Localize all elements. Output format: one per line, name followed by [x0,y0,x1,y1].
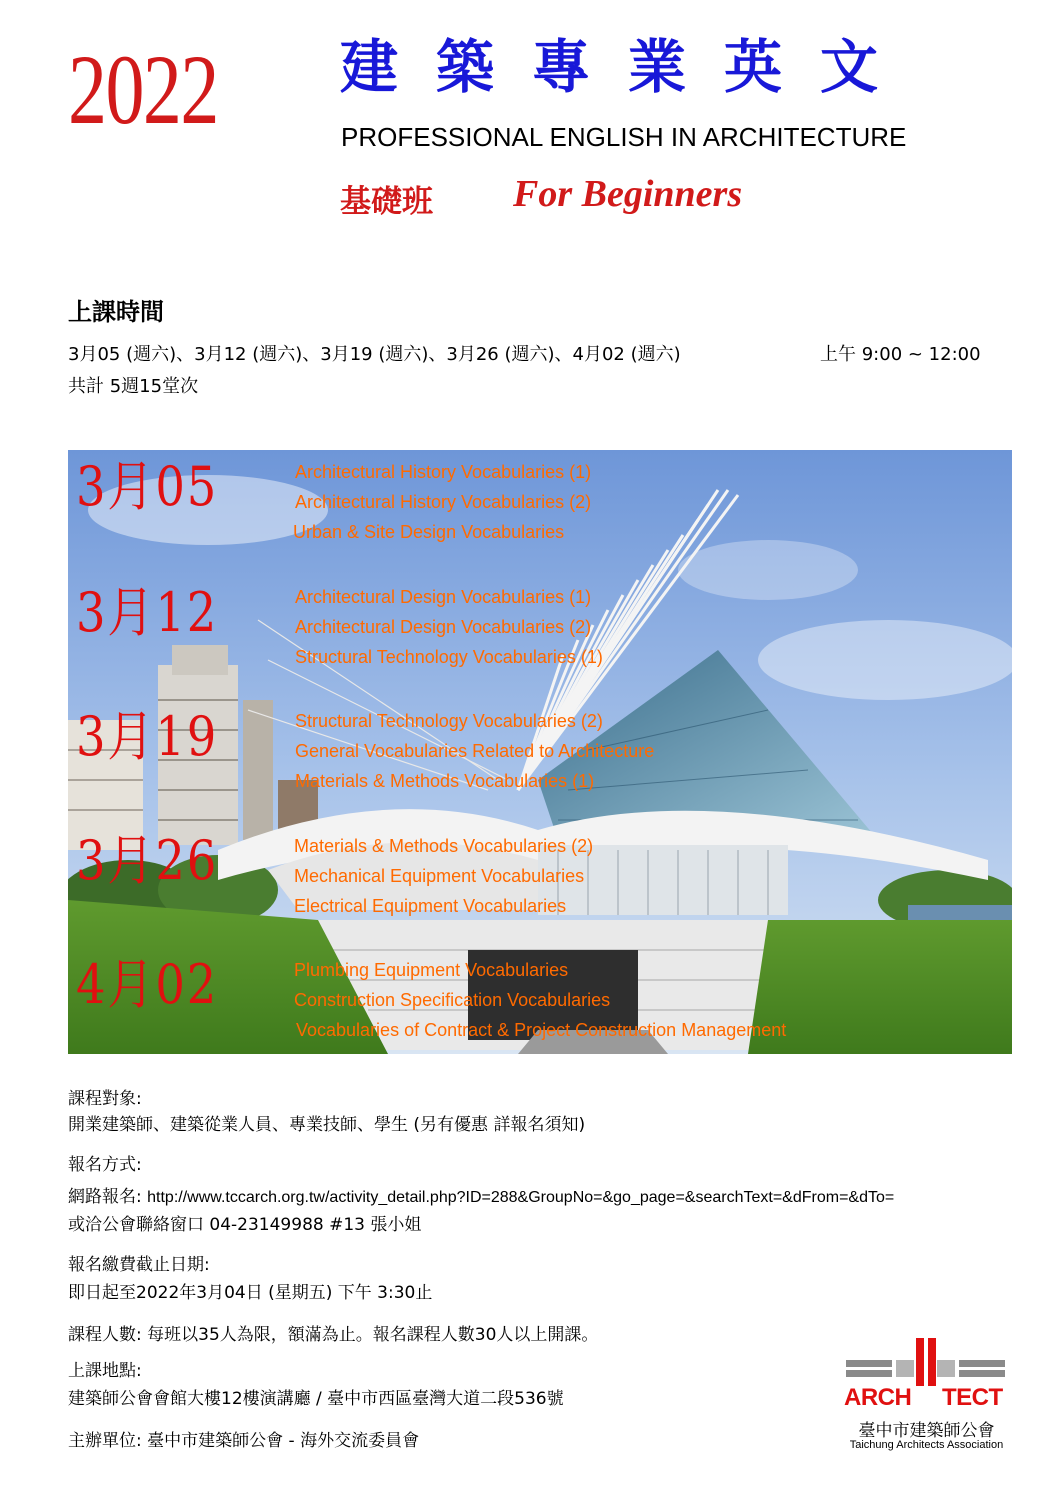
session-4-topic-3: Electrical Equipment Vocabularies [294,896,567,916]
deadline-text: 即日起至2022年3月04日 (星期五) 下午 3:30止 [68,1283,433,1303]
session-2-topic-1: Architectural Design Vocabularies (1) [295,587,592,607]
schedule-time: 上午 9:00 ~ 12:00 [820,344,981,365]
session-date-1: 3月05 [76,455,218,518]
session-date-2: 3月12 [76,581,218,644]
year-title: 2022 [68,34,218,145]
organizer-text: 主辦單位: 臺中市建築師公會 - 海外交流委員會 [68,1431,420,1451]
logo-word-left: ARCH [844,1384,912,1411]
capacity-text: 課程人數: 每班以35人為限，額滿為止。報名課程人數30人以上開課。 [68,1325,599,1345]
session-2-topic-3: Structural Technology Vocabularies (1) [295,647,603,667]
session-3-topic-3: Materials & Methods Vocabularies (1) [295,771,595,791]
session-1-topic-1: Architectural History Vocabularies (1) [295,462,592,482]
logo-word-right: TECT [942,1384,1003,1411]
session-1-topic-3: Urban & Site Design Vocabularies [293,522,565,542]
registration-link[interactable]: http://www.tccarch.org.tw/activity_detail.php?ID=288&GroupNo=&go_page=&searchText=&dFrom=&dTo= [147,1189,895,1206]
venue-label: 上課地點: [68,1361,142,1381]
course-title-english: PROFESSIONAL ENGLISH IN ARCHITECTURE [341,122,907,152]
schedule-total: 共計 5週15堂次 [68,376,199,397]
venue-text: 建築師公會會館大樓12樓演講廳 / 臺中市西區臺灣大道二段536號 [68,1389,564,1409]
contact-text: 或洽公會聯絡窗口 04-23149988 #13 張小姐 [68,1215,422,1235]
deadline-label: 報名繳費截止日期: [68,1255,210,1275]
session-5-topic-3: Vocabularies of Contract & Project Construction Management [296,1020,787,1040]
session-5-topic-2: Construction Specification Vocabularies [294,990,611,1010]
schedule-heading: 上課時間 [68,298,164,326]
building-photo-panel [68,450,1012,1054]
schedule-dates: 3月05 (週六)、3月12 (週六)、3月19 (週六)、3月26 (週六)、4月02 (週六) [68,344,681,365]
level-english: For Beginners [513,173,743,215]
session-date-5: 4月02 [76,953,218,1016]
session-4-topic-2: Mechanical Equipment Vocabularies [294,866,585,886]
register-label: 報名方式: [68,1155,142,1175]
session-date-3: 3月19 [76,705,218,768]
session-5-topic-1: Plumbing Equipment Vocabularies [294,960,569,980]
session-2-topic-2: Architectural Design Vocabularies (2) [295,617,592,637]
session-3-topic-1: Structural Technology Vocabularies (2) [295,711,603,731]
session-1-topic-2: Architectural History Vocabularies (2) [295,492,592,512]
online-label: 網路報名: [68,1187,148,1207]
audience-label: 課程對象: [68,1089,142,1109]
online-registration [68,1186,894,1209]
course-title-chinese: 建築專業英文 [340,33,917,101]
audience-text: 開業建築師、建築從業人員、專業技師、學生 (另有優惠 詳報名須知) [68,1115,586,1135]
association-logo [844,1336,1009,1452]
logo-name-chinese: 臺中市建築師公會 [858,1421,995,1441]
logo-name-english: Taichung Architects Association [849,1439,1004,1451]
logo-mark-icon [844,1336,1009,1386]
session-4-topic-1: Materials & Methods Vocabularies (2) [294,836,594,856]
session-3-topic-2: General Vocabularies Related to Architecture [295,741,655,761]
session-date-4: 3月26 [76,829,218,892]
level-chinese: 基礎班 [340,184,433,220]
